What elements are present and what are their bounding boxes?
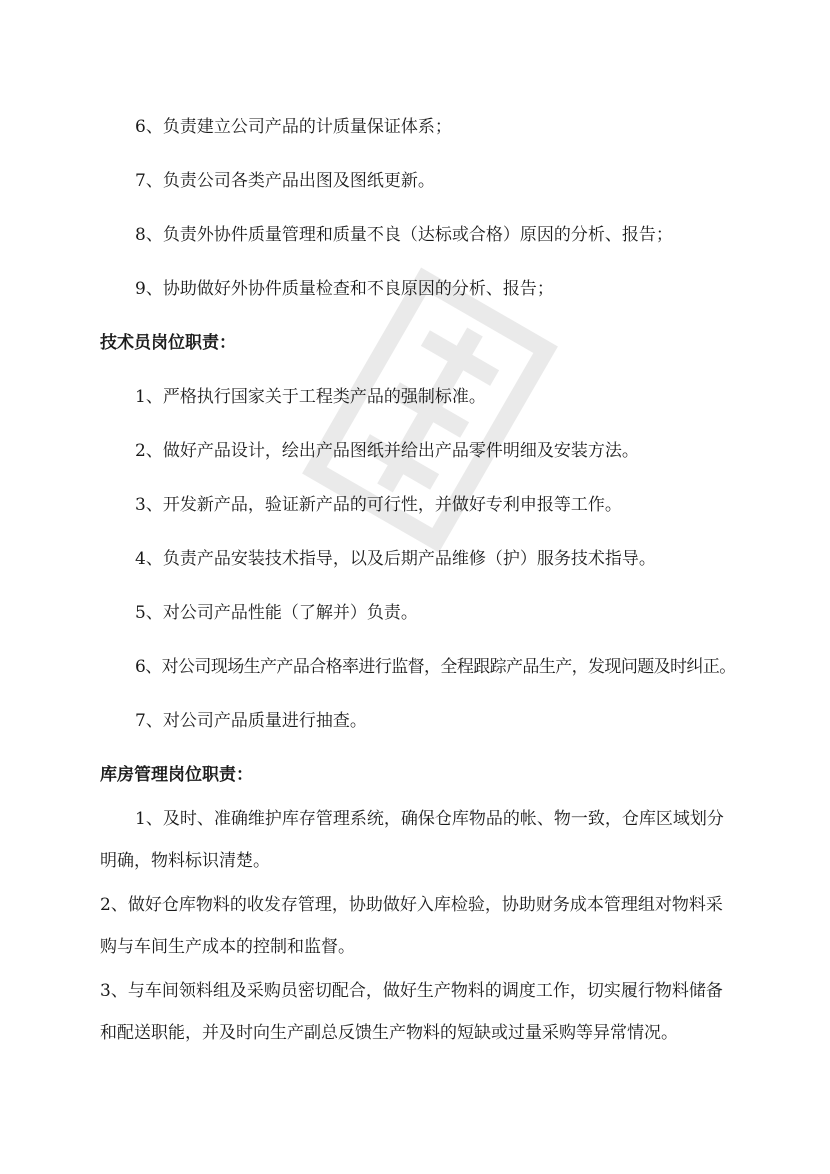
technician-item: 6、对公司现场生产产品合格率进行监督，全程跟踪产品生产，发现问题及时纠正。 [135,657,736,677]
warehouse-item: 3、与车间领料组及采购员密切配合，做好生产物料的调度工作，切实履行物料储备和配送职能，并及时向生产副总反馈生产物料的短缺或过量采购等异常情况。 [100,981,723,1043]
quality-item: 9、协助做好外协件质量检查和不良原因的分析、报告； [135,279,554,299]
technician-item: 2、做好产品设计，绘出产品图纸并给出产品零件明细及安装方法。 [135,441,639,461]
technician-item: 1、严格执行国家关于工程类产品的强制标准。 [135,387,486,407]
quality-item: 8、负责外协件质量管理和质量不良（达标或合格）原因的分析、报告； [135,225,673,245]
warehouse-item: 1、及时、准确维护库存管理系统，确保仓库物品的帐、物一致，仓库区域划分明确，物料标识清楚。 [100,809,724,871]
quality-item: 6、负责建立公司产品的计质量保证体系； [135,117,452,137]
quality-item: 7、负责公司各类产品出图及图纸更新。 [135,171,435,191]
technician-item: 7、对公司产品质量进行抽查。 [135,711,367,731]
technician-item: 3、开发新产品，验证新产品的可行性，并做好专利申报等工作。 [135,495,622,515]
technician-item: 4、负责产品安装技术指导，以及后期产品维修（护）服务技术指导。 [135,549,656,569]
warehouse-item: 2、做好仓库物料的收发存管理，协助做好入库检验，协助财务成本管理组对物料采购与车间生产成本的控制和监督。 [100,895,723,957]
watermark-logo-icon [300,240,560,580]
warehouse-heading: 库房管理岗位职责： [100,765,253,785]
technician-heading: 技术员岗位职责： [100,333,236,353]
technician-item: 5、对公司产品性能（了解并）负责。 [135,603,418,623]
